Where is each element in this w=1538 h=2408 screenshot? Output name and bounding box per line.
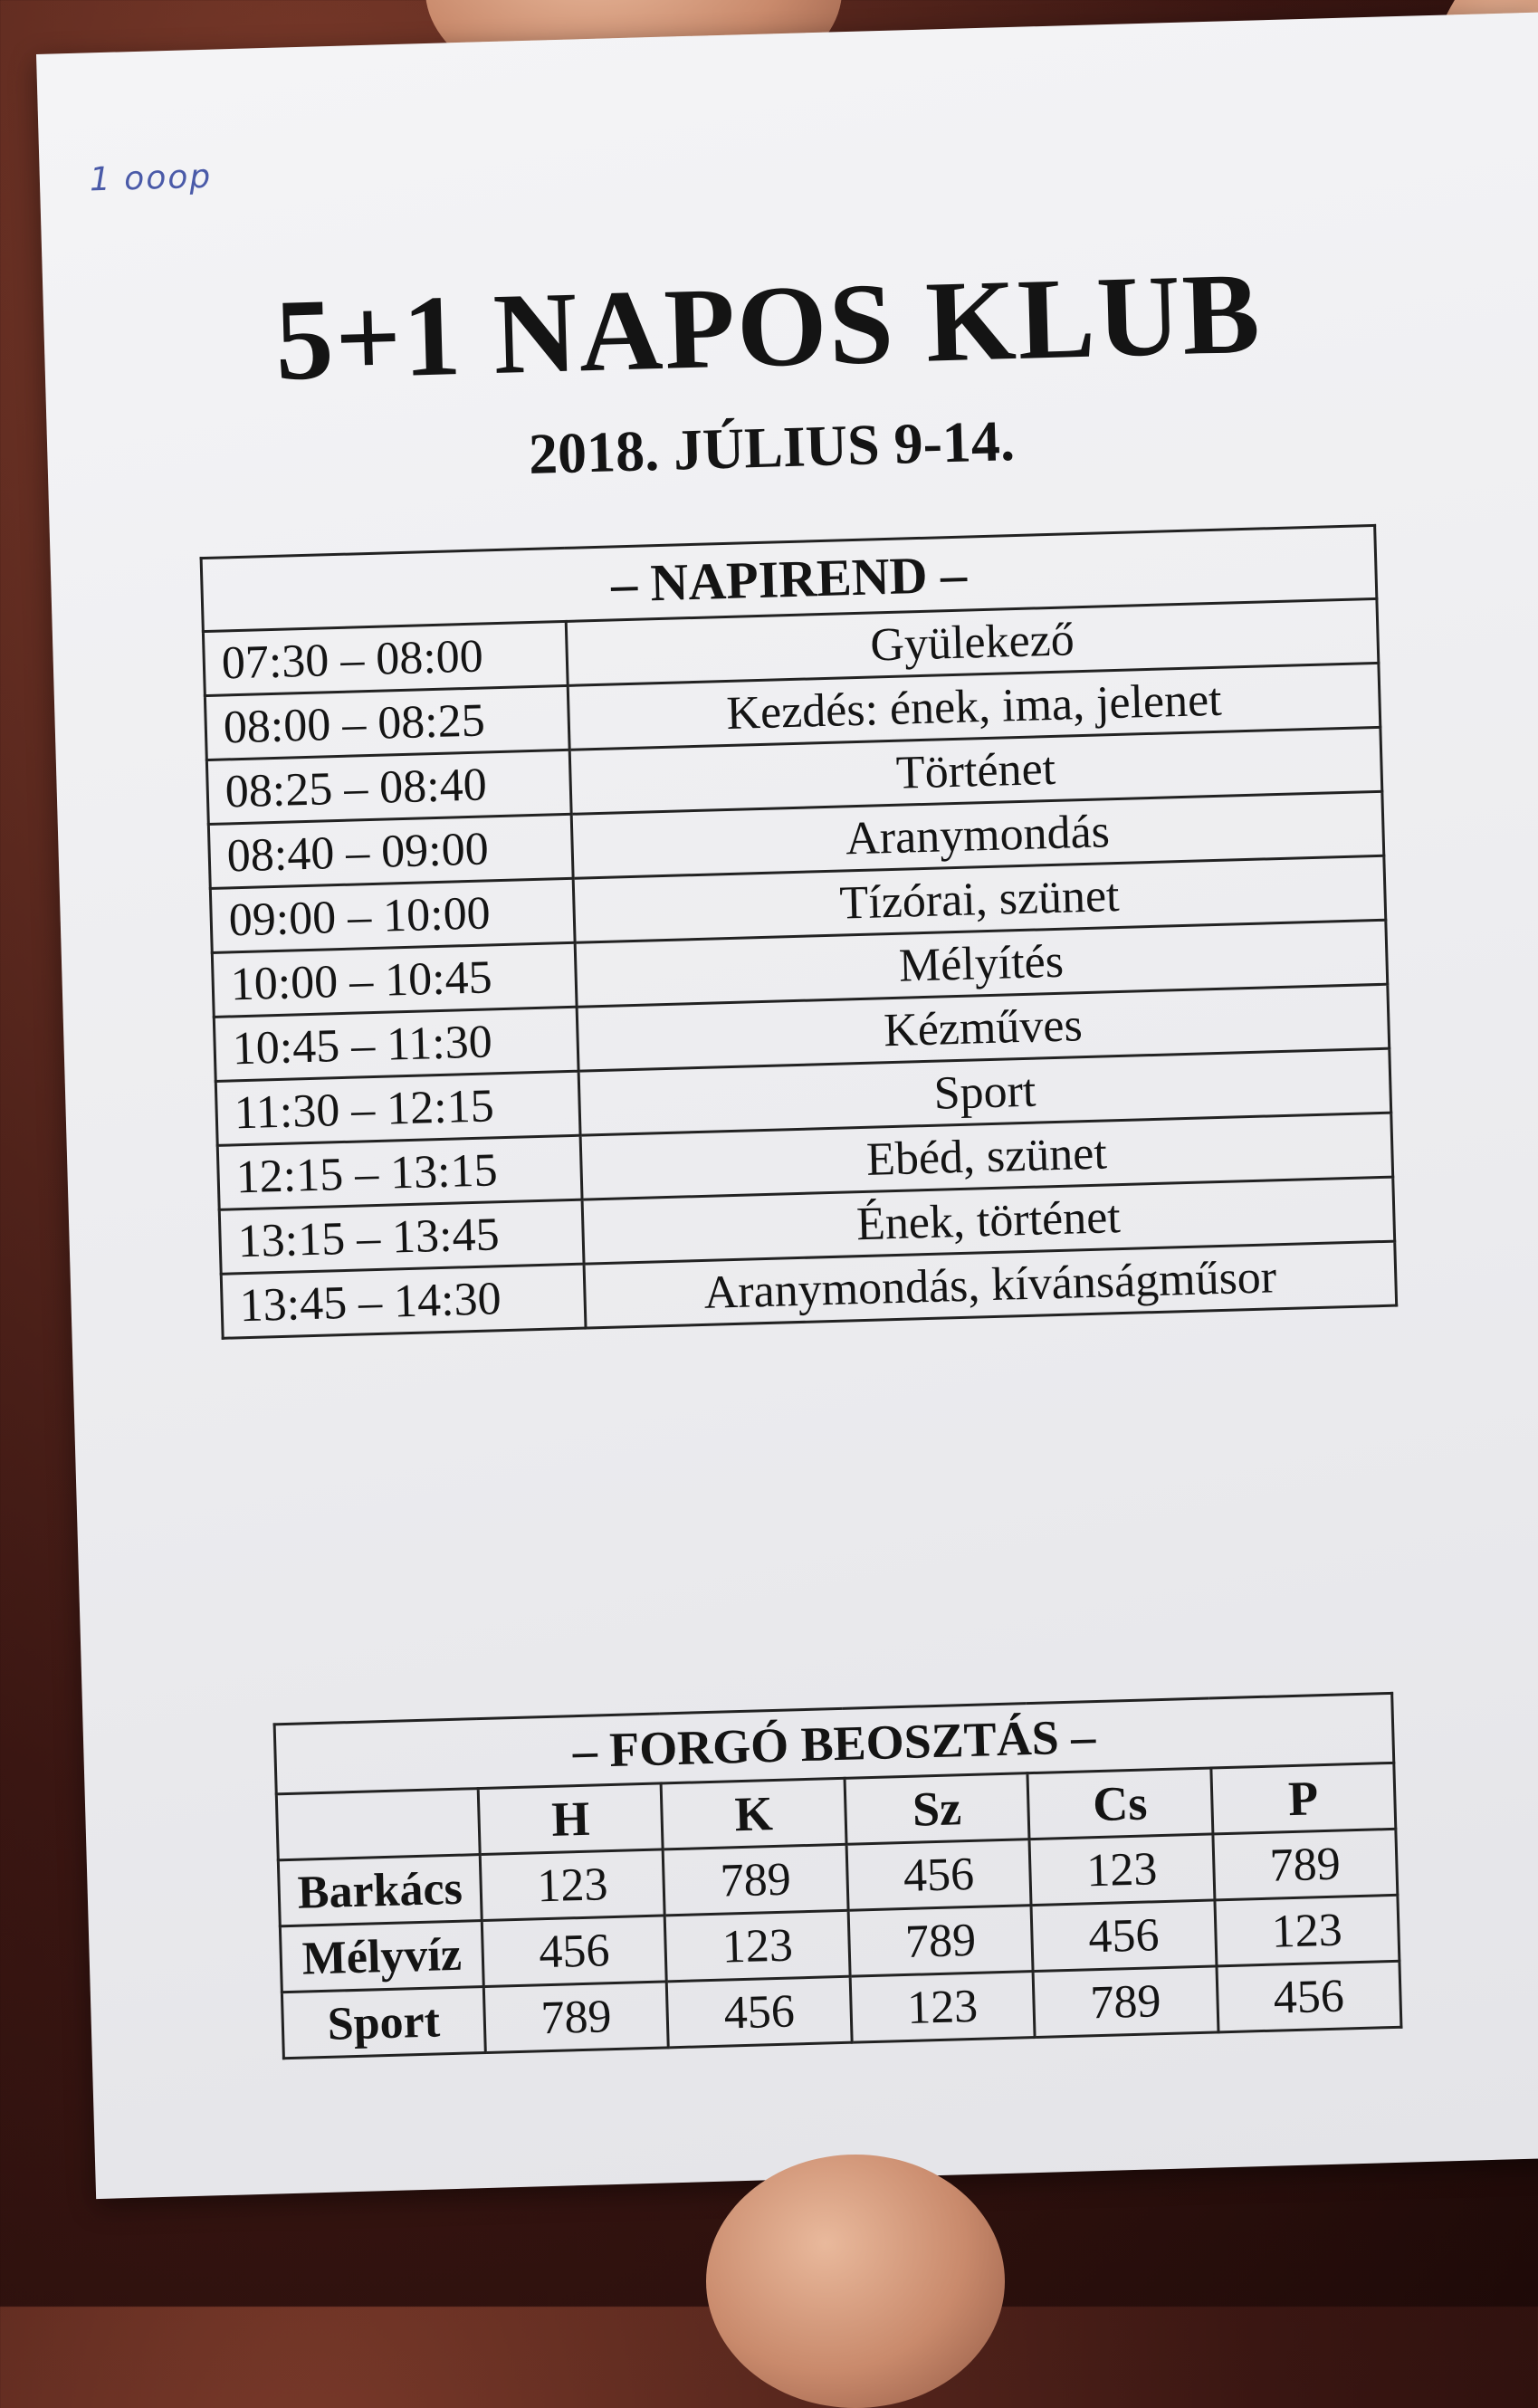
rotation-value: 789: [1033, 1966, 1218, 2038]
rotation-group: Sport: [282, 1987, 485, 2059]
schedule-activity: Kézműves: [577, 984, 1390, 1071]
rotation-value: 456: [667, 1976, 852, 2048]
rotation-value: 123: [1215, 1895, 1399, 1966]
rotation-value: 456: [482, 1916, 666, 1987]
rotation-value: 789: [1212, 1829, 1397, 1900]
rotation-value: 123: [665, 1910, 850, 1982]
rotation-day-header: K: [661, 1778, 845, 1849]
schedule-time: 08:00 – 08:25: [205, 685, 569, 760]
rotation-value: 456: [1217, 1961, 1401, 2032]
schedule-activity: Ének, történet: [582, 1177, 1395, 1264]
rotation-value: 123: [1029, 1834, 1214, 1906]
schedule-table: [200, 524, 1399, 1340]
rotation-table: [273, 1692, 1403, 2059]
rotation-group: Mélyvíz: [280, 1921, 483, 1992]
schedule-activity: Gyülekező: [566, 598, 1379, 685]
schedule-time: 13:15 – 13:45: [219, 1199, 584, 1274]
handwritten-note: 1 ooop: [89, 158, 213, 199]
rotation-day-header: P: [1210, 1763, 1395, 1834]
schedule-time: 10:45 – 11:30: [214, 1007, 578, 1081]
rotation-value: 789: [664, 1844, 848, 1916]
rotation-group: Barkács: [278, 1855, 482, 1926]
schedule-time: 13:45 – 14:30: [221, 1264, 586, 1338]
paper-sheet: [36, 13, 1538, 2199]
rotation-value: 456: [846, 1839, 1031, 1911]
schedule-activity: Történet: [569, 727, 1382, 814]
schedule-caption: – NAPIREND –: [201, 525, 1377, 631]
schedule-activity: Aranymondás: [571, 791, 1384, 878]
schedule-activity: Kezdés: ének, ima, jelenet: [568, 663, 1380, 750]
rotation-value: 123: [480, 1849, 664, 1921]
rotation-value: 456: [1031, 1900, 1216, 1972]
schedule-time: 09:00 – 10:00: [210, 878, 575, 952]
schedule-activity: Aranymondás, kívánságműsor: [584, 1241, 1397, 1328]
rotation-caption: – FORGÓ BEOSZTÁS –: [274, 1693, 1394, 1793]
page-title: 5+1 NAPOS KLUB: [273, 248, 1264, 405]
schedule-time: 11:30 – 12:15: [215, 1071, 580, 1145]
rotation-day-header: Sz: [845, 1773, 1029, 1845]
schedule-activity: Ebéd, szünet: [580, 1113, 1393, 1199]
schedule-time: 07:30 – 08:00: [203, 621, 568, 695]
schedule-time: 12:15 – 13:15: [217, 1135, 582, 1209]
schedule-activity: Tízórai, szünet: [573, 855, 1386, 942]
page-subtitle: 2018. JÚLIUS 9-14.: [528, 408, 1016, 486]
schedule-time: 08:25 – 08:40: [206, 750, 571, 824]
rotation-corner-cell: [276, 1789, 480, 1860]
schedule-time: 10:00 – 10:45: [212, 942, 577, 1017]
rotation-value: 789: [483, 1982, 668, 2053]
rotation-value: 123: [850, 1972, 1035, 2043]
schedule-time: 08:40 – 09:00: [208, 814, 573, 888]
rotation-value: 789: [848, 1906, 1033, 1977]
thumb-bottom: [706, 2155, 1005, 2408]
schedule-activity: Sport: [578, 1048, 1391, 1135]
rotation-day-header: H: [478, 1783, 663, 1855]
rotation-day-header: Cs: [1027, 1768, 1212, 1839]
schedule-activity: Mélyítés: [575, 920, 1388, 1007]
